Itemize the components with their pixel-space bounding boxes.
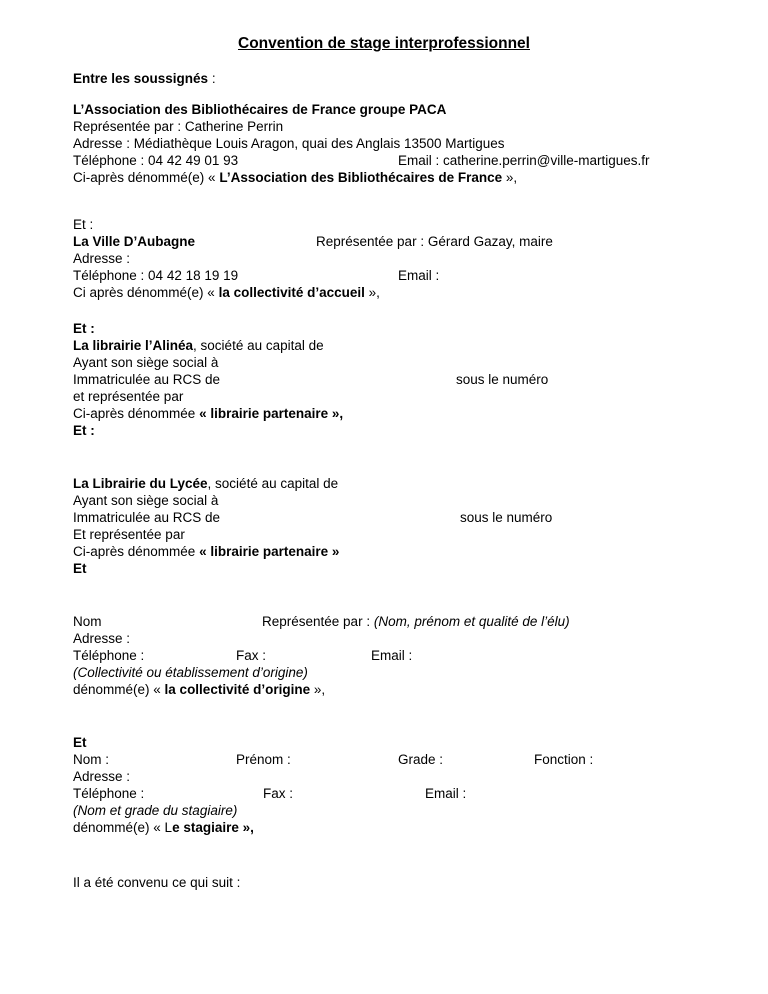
intro-line	[73, 70, 216, 87]
aubagne-et: Et :	[73, 217, 94, 232]
alinea-represented: et représentée par	[73, 389, 184, 404]
lycee-name: La Librairie du Lycée	[73, 476, 208, 491]
lycee-alias-prefix: Ci-après dénommée	[73, 544, 200, 559]
stagiaire-grade: Grade :	[398, 752, 444, 767]
stagiaire-alias-name: e stagiaire »,	[172, 820, 254, 835]
aubagne-address: Adresse :	[73, 251, 131, 266]
aubagne-alias	[73, 284, 380, 301]
stagiaire-alias-prefix: dénommé(e) « L	[73, 820, 173, 835]
aubagne-phone: Téléphone : 04 42 18 19 19	[73, 268, 239, 283]
lycee-siege: Ayant son siège social à	[73, 493, 219, 508]
stagiaire-phone: Téléphone :	[73, 786, 145, 801]
alinea-capital: , société au capital de	[193, 338, 324, 353]
origine-represented-hint: (Nom, prénom et qualité de l’élu)	[373, 614, 570, 629]
stagiaire-alias	[73, 819, 254, 836]
lycee-et-after: Et	[73, 561, 87, 576]
stagiaire-nom: Nom :	[73, 752, 110, 767]
origine-note: (Collectivité ou établissement d’origine)	[73, 665, 308, 680]
origine-email: Email :	[371, 648, 413, 663]
stagiaire-et: Et	[73, 735, 87, 750]
lycee-numero: sous le numéro	[460, 510, 553, 525]
abf-address: Adresse : Médiathèque Louis Aragon, quai des Anglais 13500 Martigues	[73, 136, 505, 151]
document-title: Convention de stage interprofessionnel	[238, 35, 530, 52]
origine-phone: Téléphone :	[73, 648, 145, 663]
origine-alias-suffix: »,	[310, 682, 326, 697]
alinea-siege: Ayant son siège social à	[73, 355, 219, 370]
origine-alias-prefix: dénommé(e) «	[73, 682, 165, 697]
alinea-name-line	[73, 337, 324, 354]
stagiaire-prenom: Prénom :	[236, 752, 291, 767]
origine-alias	[73, 681, 325, 698]
aubagne-represented: Représentée par : Gérard Gazay, maire	[316, 234, 553, 249]
intro-suffix: :	[208, 71, 216, 86]
abf-represented: Représentée par : Catherine Perrin	[73, 119, 284, 134]
lycee-rcs: Immatriculée au RCS de	[73, 510, 221, 525]
lycee-alias	[73, 543, 339, 560]
origine-represented-prefix: Représentée par :	[262, 614, 374, 629]
origine-alias-name: la collectivité d’origine	[164, 682, 311, 697]
origine-represented	[262, 613, 570, 630]
aubagne-email: Email :	[398, 268, 440, 283]
aubagne-alias-name: la collectivité d’accueil	[218, 285, 365, 300]
alinea-et-after: Et :	[73, 423, 95, 438]
origine-nom: Nom	[73, 614, 102, 629]
alinea-name: La librairie l’Alinéa	[73, 338, 194, 353]
abf-alias-suffix: »,	[502, 170, 518, 185]
alinea-alias	[73, 405, 343, 422]
lycee-name-line	[73, 475, 338, 492]
abf-email: Email : catherine.perrin@ville-martigues.fr	[398, 153, 650, 168]
aubagne-alias-suffix: »,	[364, 285, 380, 300]
alinea-rcs: Immatriculée au RCS de	[73, 372, 221, 387]
alinea-numero: sous le numéro	[456, 372, 549, 387]
stagiaire-fonction: Fonction :	[534, 752, 594, 767]
stagiaire-email: Email :	[425, 786, 467, 801]
intro-label: Entre les soussignés	[73, 71, 209, 86]
lycee-represented: Et représentée par	[73, 527, 185, 542]
alinea-et: Et :	[73, 321, 95, 336]
origine-fax: Fax :	[236, 648, 267, 663]
stagiaire-note: (Nom et grade du stagiaire)	[73, 803, 238, 818]
stagiaire-address: Adresse :	[73, 769, 131, 784]
closing-line: Il a été convenu ce qui suit :	[73, 875, 241, 890]
abf-alias-prefix: Ci-après dénommé(e) «	[73, 170, 220, 185]
aubagne-name: La Ville D’Aubagne	[73, 234, 196, 249]
abf-phone: Téléphone : 04 42 49 01 93	[73, 153, 239, 168]
lycee-capital: , société au capital de	[207, 476, 339, 491]
abf-name: L’Association des Bibliothécaires de France groupe PACA	[73, 102, 447, 117]
origine-address: Adresse :	[73, 631, 131, 646]
alinea-alias-prefix: Ci-après dénommée	[73, 406, 200, 421]
alinea-alias-name: « librairie partenaire »,	[199, 406, 344, 421]
stagiaire-fax: Fax :	[263, 786, 294, 801]
aubagne-alias-prefix: Ci après dénommé(e) «	[73, 285, 219, 300]
lycee-alias-name: « librairie partenaire »	[199, 544, 340, 559]
abf-alias-name: L’Association des Bibliothécaires de France	[219, 170, 503, 185]
abf-alias	[73, 169, 517, 186]
